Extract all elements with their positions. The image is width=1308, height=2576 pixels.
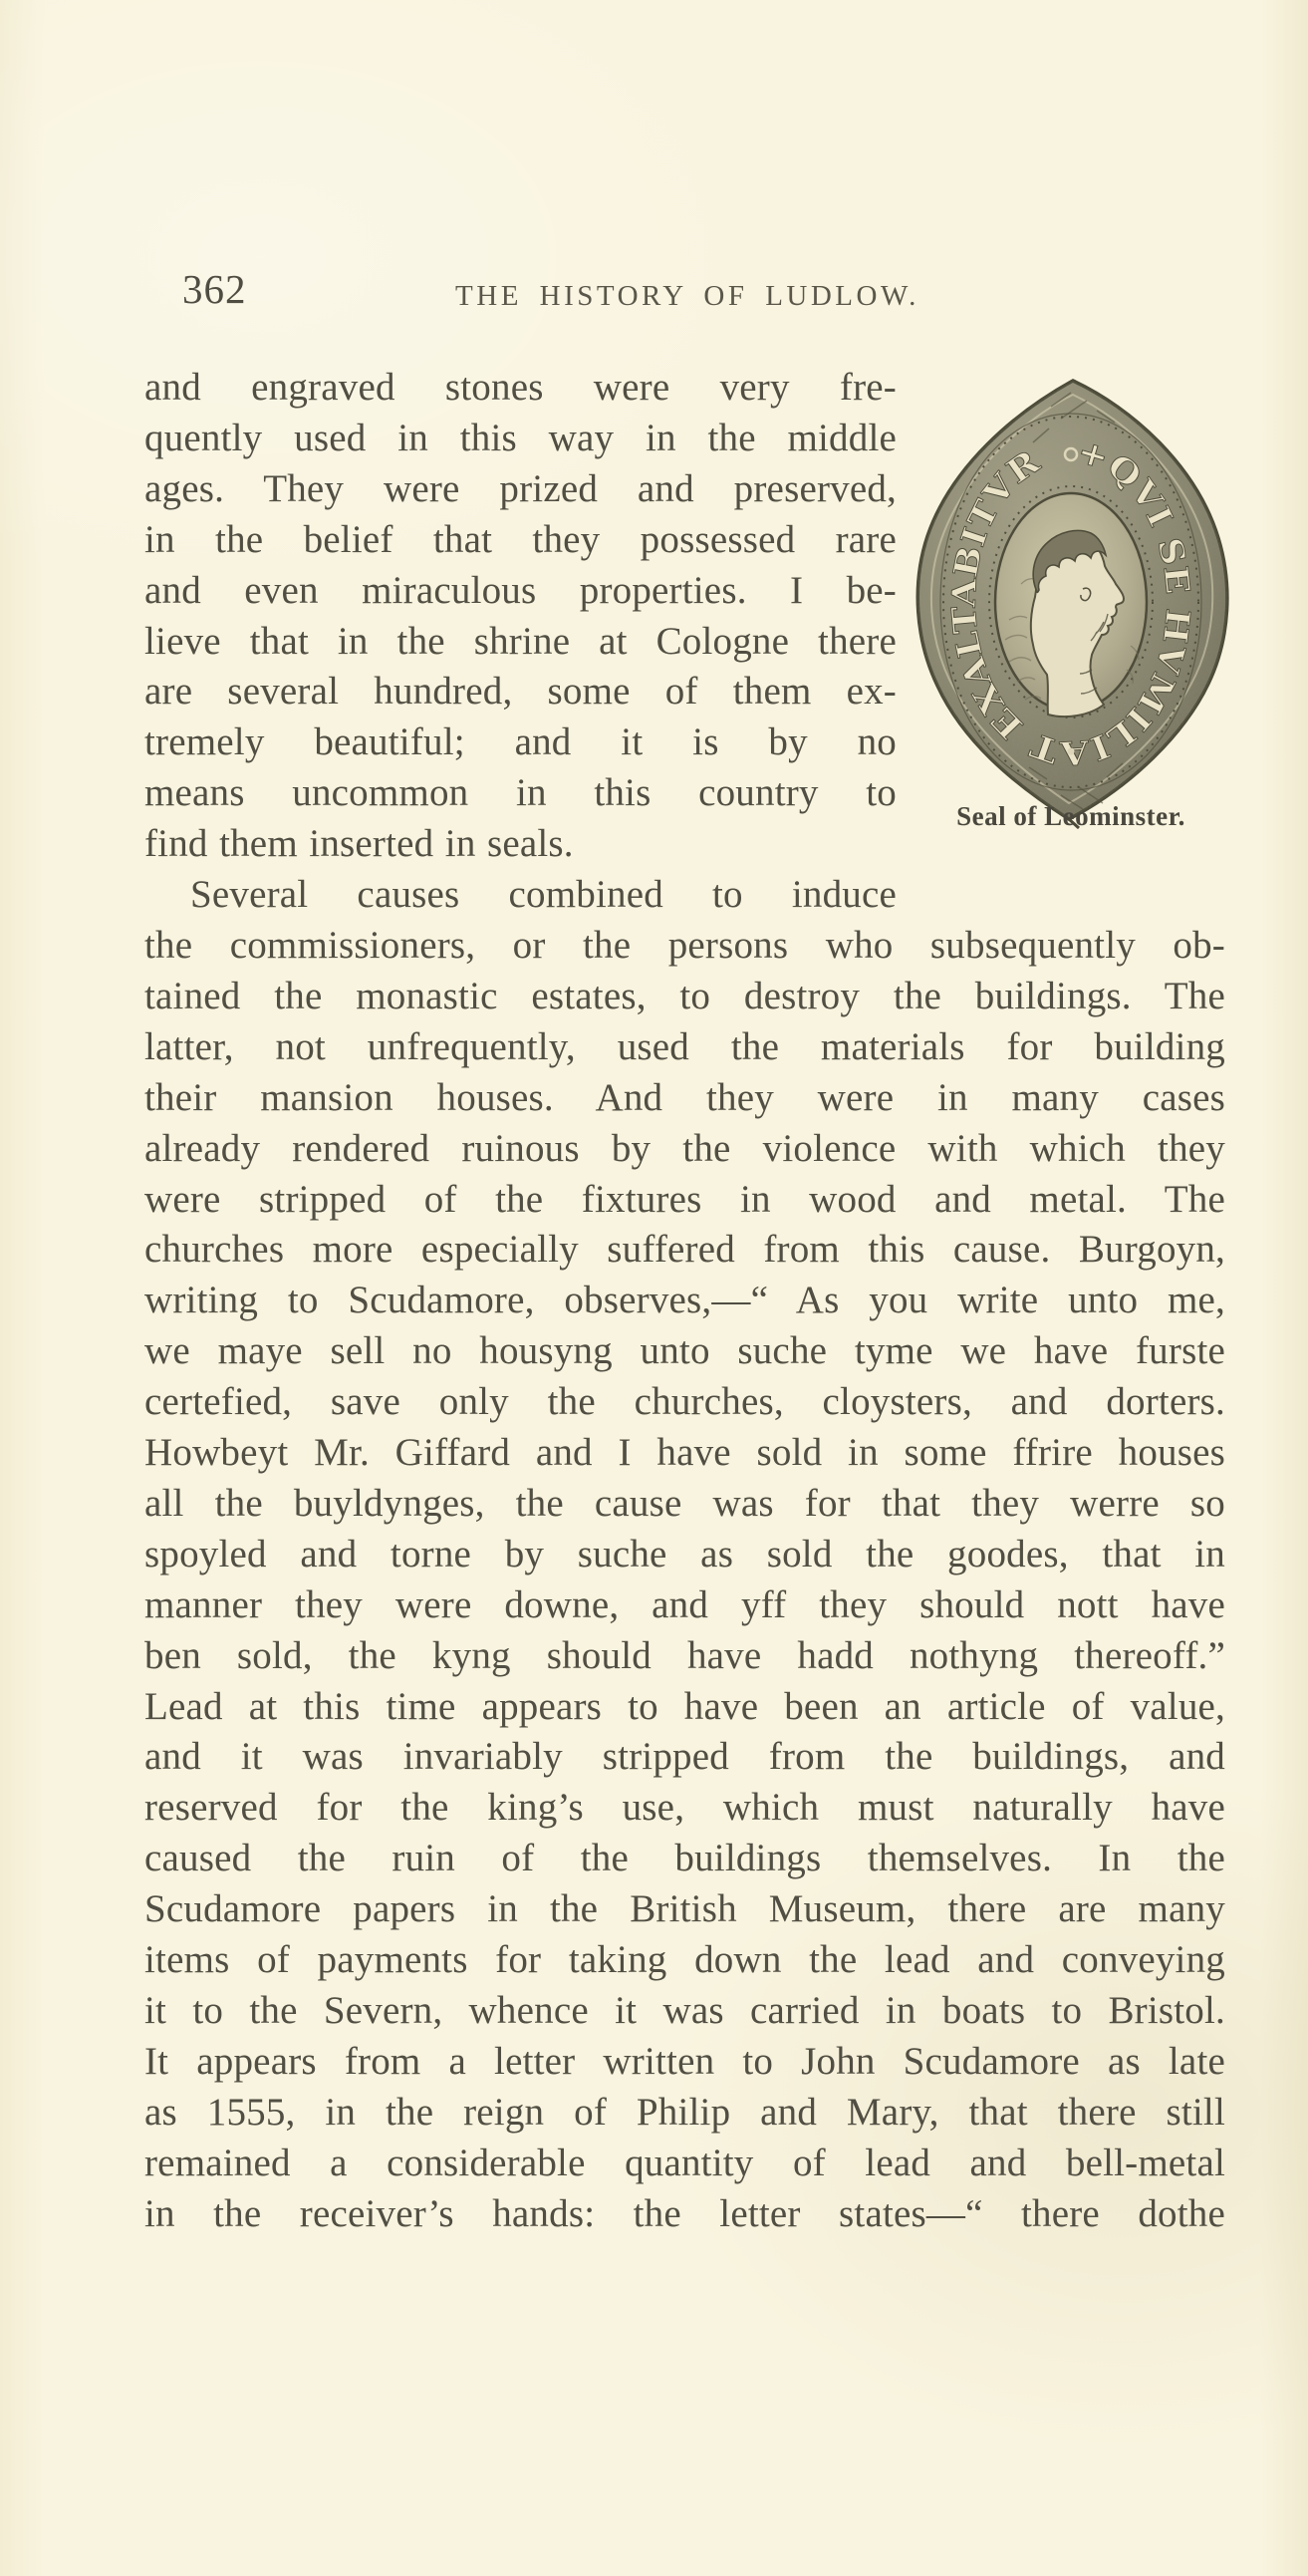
- text-line: quently used in this way in the middle: [144, 416, 897, 459]
- text-line: Lead at this time appears to have been an article of value,: [144, 1684, 1225, 1728]
- page-number: 362: [182, 266, 247, 312]
- text-line: find them inserted in seals.: [144, 822, 574, 866]
- text-line: remained a considerable quantity of lead and bell-metal: [144, 2141, 1225, 2184]
- text-line: manner they were downe, and yff they should nott have: [144, 1582, 1225, 1626]
- text-line: latter, not unfrequently, used the materials for building: [144, 1024, 1225, 1068]
- text-line: ages. They were prized and preserved,: [144, 466, 897, 510]
- text-line: items of payments for taking down the lead and conveying: [144, 1938, 1225, 1982]
- text-line: It appears from a letter written to John Scudamore as late: [144, 2039, 1225, 2083]
- text-line: reserved for the king’s use, which must naturally have: [144, 1786, 1225, 1830]
- seal-illustration-svg: [902, 371, 1240, 829]
- text-line: it to the Severn, whence it was carried in boats to Bristol.: [144, 1989, 1225, 2032]
- text-line: Howbeyt Mr. Giffard and I have sold in some ffrire houses: [144, 1431, 1225, 1475]
- text-line: writing to Scudamore, observes,—“ As you write unto me,: [144, 1279, 1225, 1322]
- running-title: THE HISTORY OF LUDLOW.: [455, 280, 919, 312]
- text-line: are several hundred, some of them ex-: [144, 670, 897, 714]
- seal-legend-text: +QVI SE HVMILIAT EXALTABITVR: [943, 430, 1198, 773]
- text-line: tremely beautiful; and it is by no: [144, 720, 897, 764]
- text-line: lieve that in the shrine at Cologne there: [144, 619, 897, 663]
- text-line: caused the ruin of the buildings themselves. In the: [144, 1837, 1225, 1880]
- text-line: we maye sell no housyng unto suche tyme we have furste: [144, 1329, 1225, 1373]
- seal-caption: Seal of Leominster.: [956, 801, 1185, 831]
- text-line: already rendered ruinous by the violence with which they: [144, 1126, 1225, 1170]
- text-line: were stripped of the fixtures in wood and metal. The: [144, 1177, 1225, 1221]
- text-line: spoyled and torne by suche as sold the goodes, that in: [144, 1532, 1225, 1575]
- text-line: and it was invariably stripped from the buildings, and: [144, 1735, 1225, 1779]
- text-line: certefied, save only the churches, cloysters, and dorters.: [144, 1380, 1225, 1424]
- text-line: and even miraculous properties. I be-: [144, 568, 897, 612]
- text-line: their mansion houses. And they were in many cases: [144, 1075, 1225, 1119]
- text-line: as 1555, in the reign of Philip and Mary, that there still: [144, 2090, 1225, 2134]
- seal-figure: [902, 371, 1240, 829]
- text-line: means uncommon in this country to: [144, 771, 897, 815]
- text-line: churches more especially suffered from this cause. Burgoyn,: [144, 1228, 1225, 1272]
- text-line: Scudamore papers in the British Museum, there are many: [144, 1887, 1225, 1931]
- seal-bottom-dot-icon: [1068, 748, 1075, 755]
- text-line: in the receiver’s hands: the letter states—“ there dothe: [144, 2191, 1225, 2235]
- text-line: all the buyldynges, the cause was for that they werre so: [144, 1481, 1225, 1525]
- text-line: the commissioners, or the persons who subsequently ob-: [144, 923, 1225, 967]
- text-line: in the belief that they possessed rare: [144, 517, 897, 561]
- text-line: Several causes combined to induce: [190, 873, 897, 917]
- text-line: tained the monastic estates, to destroy the buildings. The: [144, 974, 1225, 1017]
- text-line: and engraved stones were very fre-: [144, 366, 897, 409]
- text-line: ben sold, the kyng should have hadd nothyng thereoff.”: [144, 1633, 1225, 1677]
